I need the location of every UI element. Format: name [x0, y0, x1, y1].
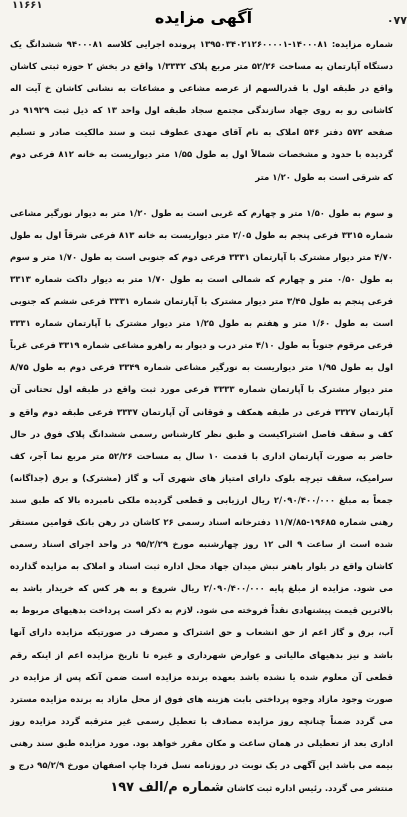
notice-number: شماره م/الف ۱۹۷	[110, 780, 224, 796]
notice-body	[10, 34, 393, 800]
notice-title: آگهی مزایده	[154, 8, 253, 27]
paragraph-1: شماره مزایده: ۱۴۰۰۰۸۱-۱۳۹۵۰۳۴۰۲۱۲۶۰۰۰۰۱ پرونده اجرایی کلاسه ۹۴۰۰۰۸۱ ششدانگ یک دستگاه آپارتمان به مساحت ۵۲/۲۶ متر مربع پلاک ۱/۳۳۳۲ واقع در بخش ۲ حوزه ثبتی کاشان واقع در طبقه اول با قدرالسهم از عرصه مشاعی و مشاعات به نشانی کاشان خ آیت اله کاشانی رو به روی جهاد سازندگی مجتمع سجاد طبقه اول واحد ۱۳ که ذیل ثبت ۹۱۹۲۹ در صفحه ۵۷۲ دفتر ۵۴۶ املاک به نام آقای مهدی عطوف ثبت و سند مالکیت صادر و تسلیم گردیده با حدود و مشخصات شمالاً اول به طول ۱/۵۵ متر دیواریست به خانه ۸۱۲ فرعی دوم که شرقی است به طول ۱/۲۰ متر	[10, 40, 394, 183]
top-code: ۱۱۶۶۱	[12, 0, 43, 11]
paragraph-gap	[10, 189, 393, 203]
paragraph-2: و سوم به طول ۱/۵۰ متر و چهارم که غربی است به طول ۱/۲۰ متر به دیوار نورگیر مشاعی شماره ۳۳۱۵ فرعی پنجم به طول ۲/۰۵ متر دیواریست به خانه ۸۱۳ فرعی شرقاً اول به طول ۴/۷۰ متر دیوار مشترک با آپارتمان ۳۳۳۱ فرعی دوم که جنوبی است به طول ۱/۷۰ متر و سوم به طول ۰/۵۰ متر و چهارم که شمالی است به طول ۱/۷۰ متر به دیوار داکت شماره ۳۳۱۳ فرعی پنجم به طول ۳/۴۵ متر دیوار مشترک با آپارتمان شماره ۳۳۳۱ فرعی ششم که جنوبی است به طول ۱/۶۰ متر و هفتم به طول ۱/۲۵ متر دیوار مشترک با آپارتمان شماره ۳۳۳۱ فرعی مرقوم جنوباً به طول ۴/۱۰ متر درب و دیوار به راهرو مشاعی شماره ۳۳۱۹ فرعی غرباً اول به طول ۱/۹۵ متر دیواریست به نورگیر مشاعی شماره ۳۳۴۹ فرعی دوم به طول ۸/۷۵ متر دیوار مشترک با آپارتمان شماره ۳۳۳۳ فرعی مورد ثبت واقع در طبقه اول تحتانی آن آپارتمان ۳۳۲۷ فرعی در طبقه همکف و فوقانی آن آپارتمان ۳۳۳۷ فرعی طبقه دوم واقع و کف و سقف فاصل اشتراکیست و طبق نظر کارشناس رسمی ششدانگ پلاک فوق در حال حاضر به صورت آپارتمان اداری با قدمت ۱۰ سال به مساحت ۵۲/۲۶ متر مربع نما آجر، کف سرامیک، سقف تیرچه بلوک دارای امتیاز های شهری آب و گاز (مشترک) و برق (جداگانه) جمعاً به مبلغ ۲/۰۹۰/۴۰۰/۰۰۰ ریال ارزیابی و قطعی گردیده ملکی نامبرده بالا که طبق سند رهنی شماره ۱۹۶۸۵-۱۱/۷/۸۵ دفترخانه اسناد رسمی ۲۶ کاشان در رهن بانک قوامین مستقر شده است از ساعت ۹ الی ۱۲ روز چهارشنبه مورخ ۹۵/۲/۲۹ در واحد اجرای اسناد رسمی کاشان واقع در بلوار باهنر نبش میدان جهاد محل اداره ثبت اسناد و املاک به مزایده گذارده می شود. مزایده از مبلغ پایه ۲/۰۹۰/۴۰۰/۰۰۰ ریال شروع و به هر کس که خریدار باشد به بالاترین قیمت پیشنهادی نقداً فروخته می شود. لازم به ذکر است پرداخت بدهیهای مربوط به آب، برق و گاز اعم از حق انشعاب و حق اشتراک و مصرف در صورتیکه مزایده دارای آنها باشد و نیز بدهیهای مالیاتی و عوارض شهرداری و غیره تا تاریخ مزایده اعم از اینکه رقم قطعی آن معلوم شده یا نشده باشد بعهده برنده مزایده است ضمن آنکه پس از مزایده در صورت وجود مازاد وجوه پرداختی بابت هزینه های فوق از محل مازاد به برنده مزایده مسترد می گردد ضمناً چنانچه روز مزایده مصادف با تعطیل رسمی غیر مترقبه گردد مزایده روز اداری بعد از تعطیلی در همان ساعت و مکان مقرر خواهد بود. مورد مزایده طبق سند رهنی بیمه می باشد این آگهی در یک نوبت در روزنامه نسل فردا چاپ اصفهان مورخ ۹۵/۲/۹ درج و منتشر می گردد. رئیس اداره ثبت کاشان	[10, 208, 394, 795]
page-edge-number: ۰۷۷	[386, 14, 407, 27]
